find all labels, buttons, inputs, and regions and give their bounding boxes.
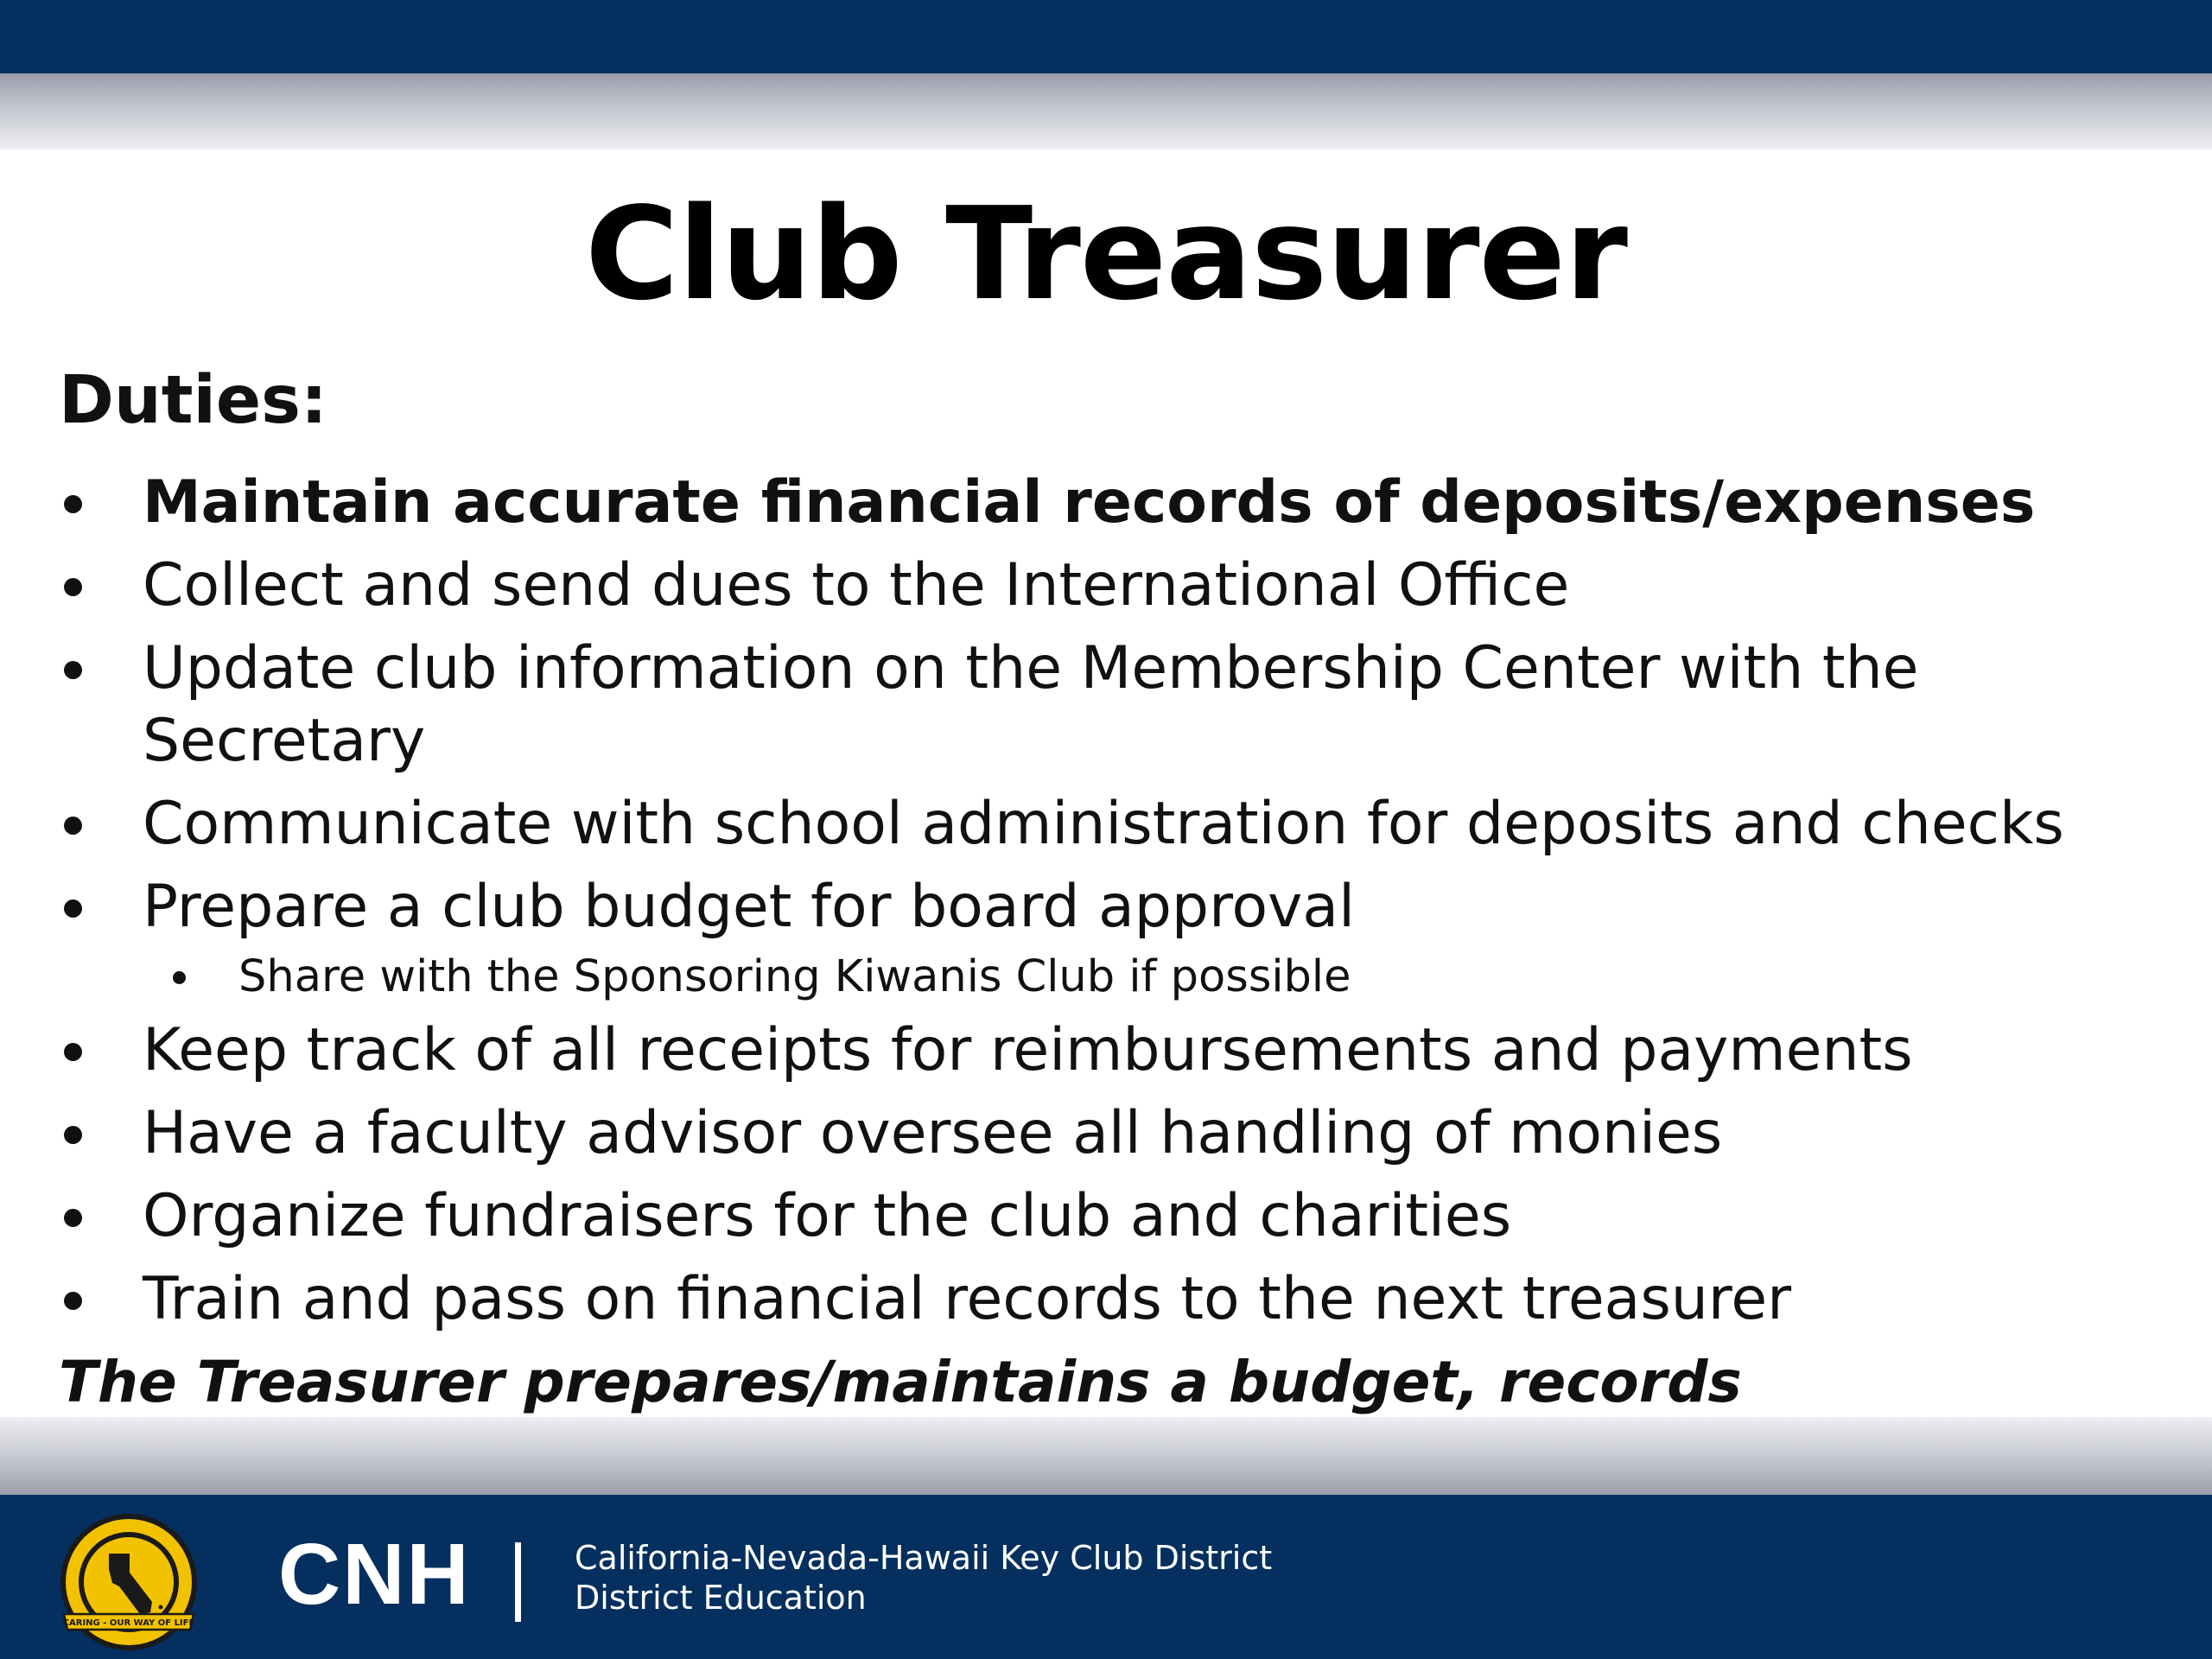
duty-item: Maintain accurate financial records of deposits/expenses (59, 467, 2167, 539)
duty-item: Update club information on the Membership Center with the Secretary (59, 632, 2167, 778)
duty-subitem: Share with the Sponsoring Kiwanis Club if possible (59, 949, 2167, 1006)
top-gray-band (0, 73, 2212, 149)
duty-item: Collect and send dues to the International Office (59, 550, 2167, 622)
district-name: California-Nevada-Hawaii Key Club District (575, 1539, 1273, 1577)
district-info (575, 1538, 1272, 1618)
footer-divider (515, 1542, 521, 1622)
slide-content (59, 362, 2167, 1491)
duties-list (59, 467, 2167, 1336)
cnh-wordmark: CNH (278, 1526, 471, 1623)
duty-item: Train and pass on financial records to the next treasurer (59, 1263, 2167, 1336)
bottom-gray-band (0, 1417, 2212, 1495)
duties-heading: Duties: (59, 362, 327, 439)
seal-banner-text: CARING - OUR WAY OF LIFE (62, 1618, 195, 1628)
duty-item: Organize fundraisers for the club and charities (59, 1180, 2167, 1253)
slide-title: Club Treasurer (585, 180, 1627, 328)
top-navy-bar (0, 0, 2212, 73)
district-subtitle: District Education (575, 1579, 867, 1617)
footer-bar (0, 1495, 2212, 1659)
summary-tagline: The Treasurer prepares/maintains a budget, records (59, 1349, 1742, 1415)
duty-item: Have a faculty advisor oversee all handling of monies (59, 1097, 2167, 1170)
duty-item: Keep track of all receipts for reimbursements and payments (59, 1014, 2167, 1087)
key-club-seal-icon (59, 1512, 199, 1652)
duty-item: Prepare a club budget for board approval (59, 871, 2167, 944)
duty-item: Communicate with school administration for deposits and checks (59, 788, 2167, 861)
